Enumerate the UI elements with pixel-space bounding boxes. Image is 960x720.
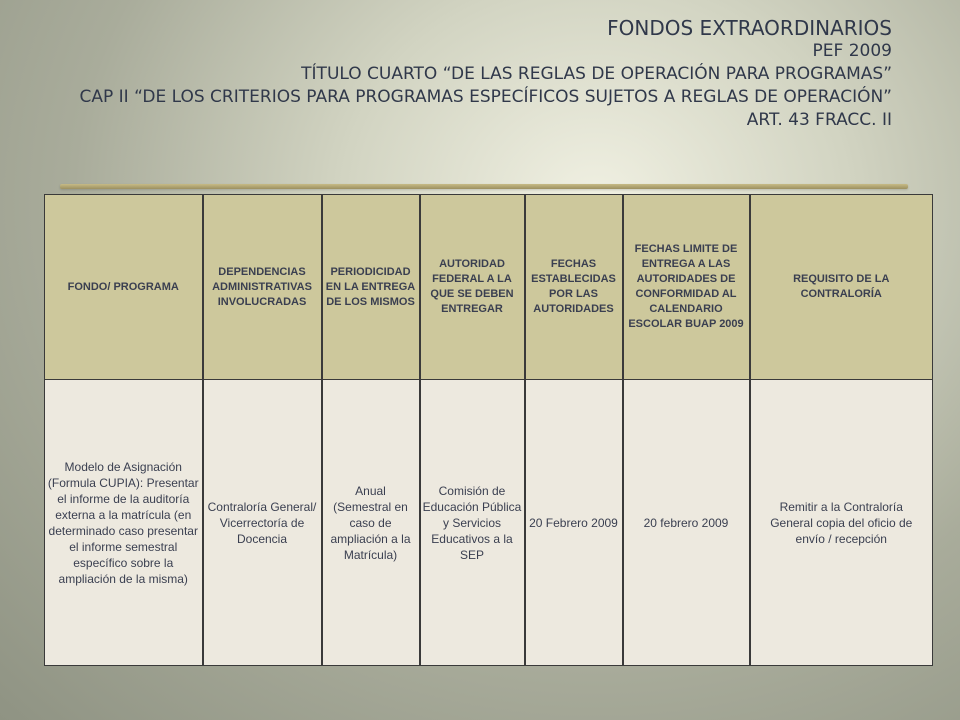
cell-requisito: Remitir a la Contraloría General copia del oficio de envío / recepción (750, 380, 933, 666)
title-articulo: ART. 43 FRACC. II (746, 110, 892, 130)
col-header-fechas-limite: FECHAS LIMITE DE ENTREGA A LAS AUTORIDADES DE CONFORMIDAD AL CALENDARIO ESCOLAR BUAP 2009 (623, 195, 750, 380)
col-header-dependencias: DEPENDENCIAS ADMINISTRATIVAS INVOLUCRADAS (203, 195, 322, 380)
col-header-fondo: FONDO/ PROGRAMA (45, 195, 203, 380)
title-titulo: TÍTULO CUARTO “DE LAS REGLAS DE OPERACIÓN PARA PROGRAMAS” (301, 64, 892, 84)
cell-fechas-limite: 20 febrero 2009 (623, 380, 750, 666)
cell-dependencias: Contraloría General/ Vicerrectoría de Docencia (203, 380, 322, 666)
col-header-periodicidad: PERIODICIDAD EN LA ENTREGA DE LOS MISMOS (322, 195, 420, 380)
col-header-fechas-establecidas: FECHAS ESTABLECIDAS POR LAS AUTORIDADES (525, 195, 623, 380)
title-main: FONDOS EXTRAORDINARIOS (607, 16, 892, 40)
title-divider (60, 184, 908, 189)
cell-fondo: Modelo de Asignación (Formula CUPIA): Presentar el informe de la auditoría externa a la matrícula (en determinado caso presentar el informe semestral específico sobre la ampliación de la misma) (45, 380, 203, 666)
slide-title (32, 16, 892, 132)
table-row (45, 380, 933, 666)
col-header-requisito: REQUISITO DE LA CONTRALORÍA (750, 195, 933, 380)
title-year: PEF 2009 (812, 41, 892, 61)
cell-periodicidad: Anual (Semestral en caso de ampliación a la Matrícula) (322, 380, 420, 666)
col-header-autoridad: AUTORIDAD FEDERAL A LA QUE SE DEBEN ENTREGAR (420, 195, 525, 380)
table-header-row (45, 195, 933, 380)
funds-table (44, 194, 933, 666)
title-capitulo: CAP II “DE LOS CRITERIOS PARA PROGRAMAS ESPECÍFICOS SUJETOS A REGLAS DE OPERACIÓN” (79, 87, 892, 107)
cell-autoridad: Comisión de Educación Pública y Servicios Educativos a la SEP (420, 380, 525, 666)
cell-fechas-establecidas: 20 Febrero 2009 (525, 380, 623, 666)
